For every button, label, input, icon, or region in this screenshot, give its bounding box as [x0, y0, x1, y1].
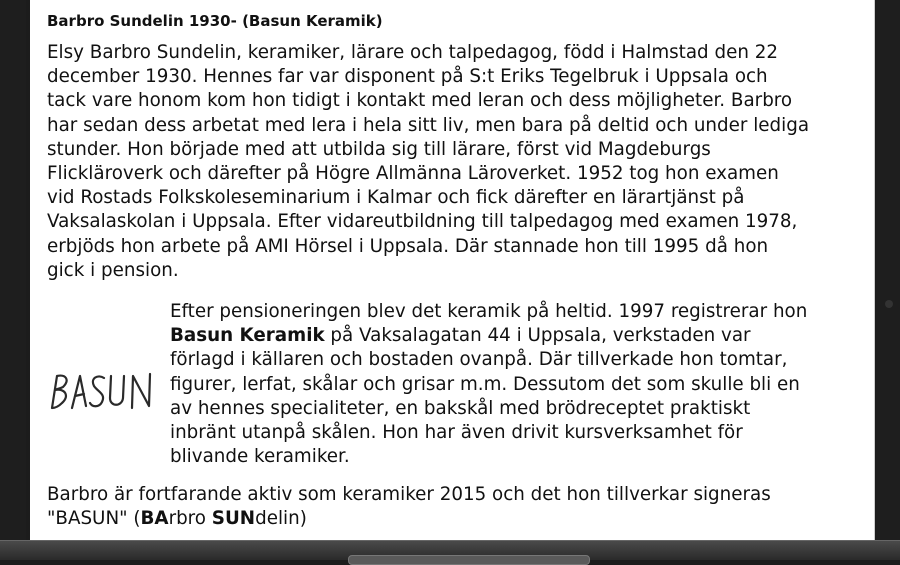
- horizontal-scrollbar[interactable]: [348, 555, 590, 565]
- document-card: [30, 0, 875, 540]
- paragraph3-text-3: delin): [255, 508, 307, 530]
- left-dark-margin: [0, 0, 26, 559]
- company-name-bold: Basun Keramik: [170, 325, 325, 347]
- scroll-indicator-dot: [885, 300, 893, 308]
- paragraph3-text-1: Barbro är fortfarande aktiv som keramiker 2015 och det hon tillverkar signeras "BASUN" (: [47, 484, 771, 530]
- article-heading: Barbro Sundelin 1930- (Basun Keramik): [47, 12, 383, 30]
- paragraph-basun-keramik: [170, 300, 870, 469]
- basun-signature-logo: [46, 360, 164, 416]
- paragraph2-text-after: på Vaksalagatan 44 i Uppsala, verkstaden var förlagd i källaren och bostaden ovanpå. Där tillverkade hon tomtar, figurer, lerfat, skålar och grisar m.m. Dessutom det som skulle bli en av hennes specialiteter, en bakskål med brödreceptet praktiskt inbränt utanpå skålen. Hon har även drivit kursverksamhet för blivande keramiker.: [170, 325, 800, 468]
- bottom-bar: [0, 540, 900, 560]
- signature-bold-sun: SUN: [211, 508, 256, 530]
- paragraph-biography: Elsy Barbro Sundelin, keramiker, lärare och talpedagog, född i Halmstad den 22 december 1930. Hennes far var disponent på S:t Eriks Tegelbruk i Uppsala och tack vare honom kom hon tidigt i kontakt med leran och dess möjligheter. Barbro har sedan dess arbetat med lera i hela sitt liv, men bara på deltid och under lediga stunder. Hon började med att utbilda sig till lärare, först vid Magdeburgs Flickläroverk och därefter på Högre Allmänna Läroverket. 1952 tog hon examen vid Rostads Folkskoleseminarium i Kalmar och fick därefter en lärartjänst på Vaksalaskolan i Uppsala. Efter vidareutbildning till talpedagog med examen 1978, erbjöds hon arbete på AMI Hörsel i Uppsala. Där stannade hon till 1995 då hon gick i pension.: [47, 42, 810, 281]
- paragraph-signature-note: [47, 483, 867, 531]
- signature-bold-ba: BA: [140, 508, 169, 530]
- paragraph3-text-2: rbro: [168, 508, 212, 530]
- right-dark-margin: [876, 0, 900, 559]
- paragraph2-text-before: Efter pensioneringen blev det keramik på heltid. 1997 registrerar hon: [170, 301, 808, 322]
